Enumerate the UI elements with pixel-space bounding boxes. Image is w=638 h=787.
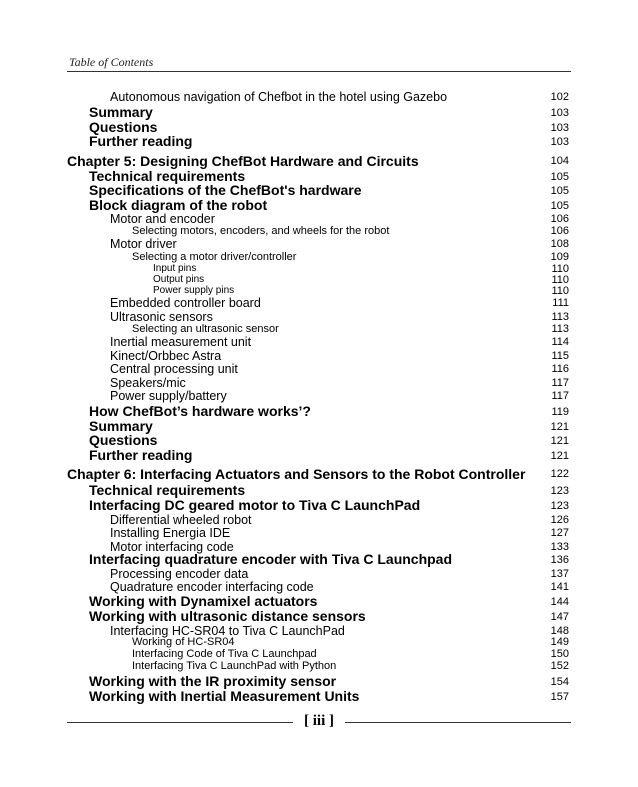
toc-entry-title: Further reading (89, 447, 193, 463)
toc-entry-page: 150 (550, 648, 569, 660)
toc-entry-page: 108 (550, 238, 569, 250)
toc-entry-title: Interfacing DC geared motor to Tiva C LaunchPad (89, 497, 421, 513)
toc-entry-title: Chapter 6: Interfacing Actuators and Sensors to the Robot Controller (67, 466, 526, 482)
toc-entry-page: 123 (550, 500, 569, 512)
toc-entry-title: Technical requirements (89, 168, 246, 184)
running-header: Table of Contents (69, 55, 154, 69)
toc-entry-title: Quadrature encoder interfacing code (110, 580, 314, 594)
toc-entry-title: Selecting motors, encoders, and wheels for the robot (132, 225, 390, 237)
toc-entry-page: 106 (550, 213, 569, 225)
toc-entry-page: 113 (551, 311, 569, 323)
toc-entry-title: Summary (89, 418, 153, 434)
toc-entry-title: Interfacing Tiva C LaunchPad with Python (132, 660, 337, 672)
footer-divider-right (345, 722, 571, 723)
toc-entry-page: 121 (550, 435, 569, 447)
toc-entry-page: 115 (551, 350, 569, 362)
toc-entry-title: Differential wheeled robot (110, 513, 252, 527)
toc-entry-title: Inertial measurement unit (110, 335, 252, 349)
toc-entry-title: Working with Inertial Measurement Units (89, 688, 360, 704)
toc-entry-page: 121 (550, 421, 569, 433)
toc-entry-title: Interfacing HC-SR04 to Tiva C LaunchPad (110, 624, 345, 638)
toc-entry-title: Selecting a motor driver/controller (132, 251, 297, 263)
toc-entry-page: 126 (550, 514, 569, 526)
toc-entry-page: 116 (551, 363, 569, 375)
toc-entry-page: 149 (550, 636, 569, 648)
toc-entry-title: Embedded controller board (110, 296, 261, 310)
toc-entry-title: Selecting an ultrasonic sensor (132, 323, 279, 335)
toc-entry-title: Specifications of the ChefBot's hardware (89, 182, 362, 198)
toc-entry-page: 117 (551, 377, 569, 389)
toc-entry-page: 122 (550, 468, 569, 480)
toc-entry-page: 136 (550, 554, 569, 566)
toc-entry-page: 123 (550, 485, 569, 497)
toc-entry-title: Kinect/Orbbec Astra (110, 349, 222, 363)
toc-entry-title: Questions (89, 119, 158, 135)
toc-entry-title: Further reading (89, 133, 193, 149)
toc-entry-title: Interfacing Code of Tiva C Launchpad (132, 648, 317, 660)
toc-entry-page: 105 (550, 185, 569, 197)
toc-entry-title: Working with ultrasonic distance sensors (89, 608, 366, 624)
toc-entry-page: 110 (551, 274, 569, 286)
toc-entry-page: 137 (550, 568, 569, 580)
toc-entry-title: Questions (89, 432, 158, 448)
toc-entry-title: Motor and encoder (110, 212, 215, 226)
toc-entry-page: 105 (550, 171, 569, 183)
toc-entry-title: Technical requirements (89, 482, 246, 498)
toc-entry-title: Processing encoder data (110, 567, 249, 581)
toc-entry-page: 105 (550, 200, 569, 212)
toc-entry-page: 127 (550, 527, 569, 539)
toc-entry-title: Central processing unit (110, 362, 238, 376)
toc-entry-title: Block diagram of the robot (89, 197, 268, 213)
toc-entry-page: 103 (550, 136, 569, 148)
toc-entry-title: Power supply pins (153, 285, 235, 296)
toc-entry-title: Motor interfacing code (110, 540, 234, 554)
toc-entry-title: Chapter 5: Designing ChefBot Hardware and Circuits (67, 153, 419, 169)
toc-entry-title: Installing Energia IDE (110, 526, 231, 540)
toc-entry-title: Input pins (153, 263, 197, 274)
toc-entry-title: Output pins (153, 274, 205, 285)
toc-entry-title: Summary (89, 104, 153, 120)
toc-entry-page: 104 (550, 155, 569, 167)
toc-entry-page: 117 (551, 390, 569, 402)
toc-entry-page: 141 (550, 581, 569, 593)
page-number: [ iii ] (304, 713, 334, 729)
toc-entry-page: 109 (550, 251, 569, 263)
toc-entry-title: Speakers/mic (110, 376, 186, 390)
toc-entry-title: Motor driver (110, 237, 177, 251)
toc-entry-title: Working of HC-SR04 (132, 636, 235, 648)
toc-entry-title: Working with the IR proximity sensor (89, 673, 337, 689)
toc-entry-title: Working with Dynamixel actuators (89, 593, 318, 609)
toc-entry-page: 147 (550, 611, 569, 623)
toc-entry-title: Ultrasonic sensors (110, 310, 213, 324)
toc-entry-page: 157 (550, 691, 569, 703)
toc-entry-page: 103 (550, 107, 569, 119)
toc-entry-page: 154 (550, 676, 569, 688)
toc-entry-title: Power supply/battery (110, 389, 227, 403)
toc-entry-page: 152 (550, 660, 569, 672)
toc-entry-page: 113 (551, 323, 569, 335)
footer-divider-left (67, 722, 293, 723)
toc-entry-page: 106 (550, 225, 569, 237)
toc-entry-page: 121 (550, 450, 569, 462)
toc-entry-title: Autonomous navigation of Chefbot in the hotel using Gazebo (110, 90, 448, 104)
toc-entry-title: How ChefBot’s hardware works’? (89, 403, 311, 419)
toc-entry-page: 103 (550, 122, 569, 134)
toc-entry-page: 114 (551, 336, 569, 348)
toc-entry-page: 144 (550, 596, 569, 608)
toc-entry-page: 110 (551, 285, 569, 297)
toc-entry-page: 119 (551, 406, 569, 418)
toc-entry-page: 148 (550, 625, 569, 637)
toc-entry-page: 110 (551, 263, 569, 275)
toc-entry-page: 111 (552, 297, 569, 309)
toc-entry-page: 133 (550, 541, 569, 553)
toc-entry-page: 102 (550, 91, 569, 103)
toc-entry-title: Interfacing quadrature encoder with Tiva C Launchpad (89, 551, 453, 567)
